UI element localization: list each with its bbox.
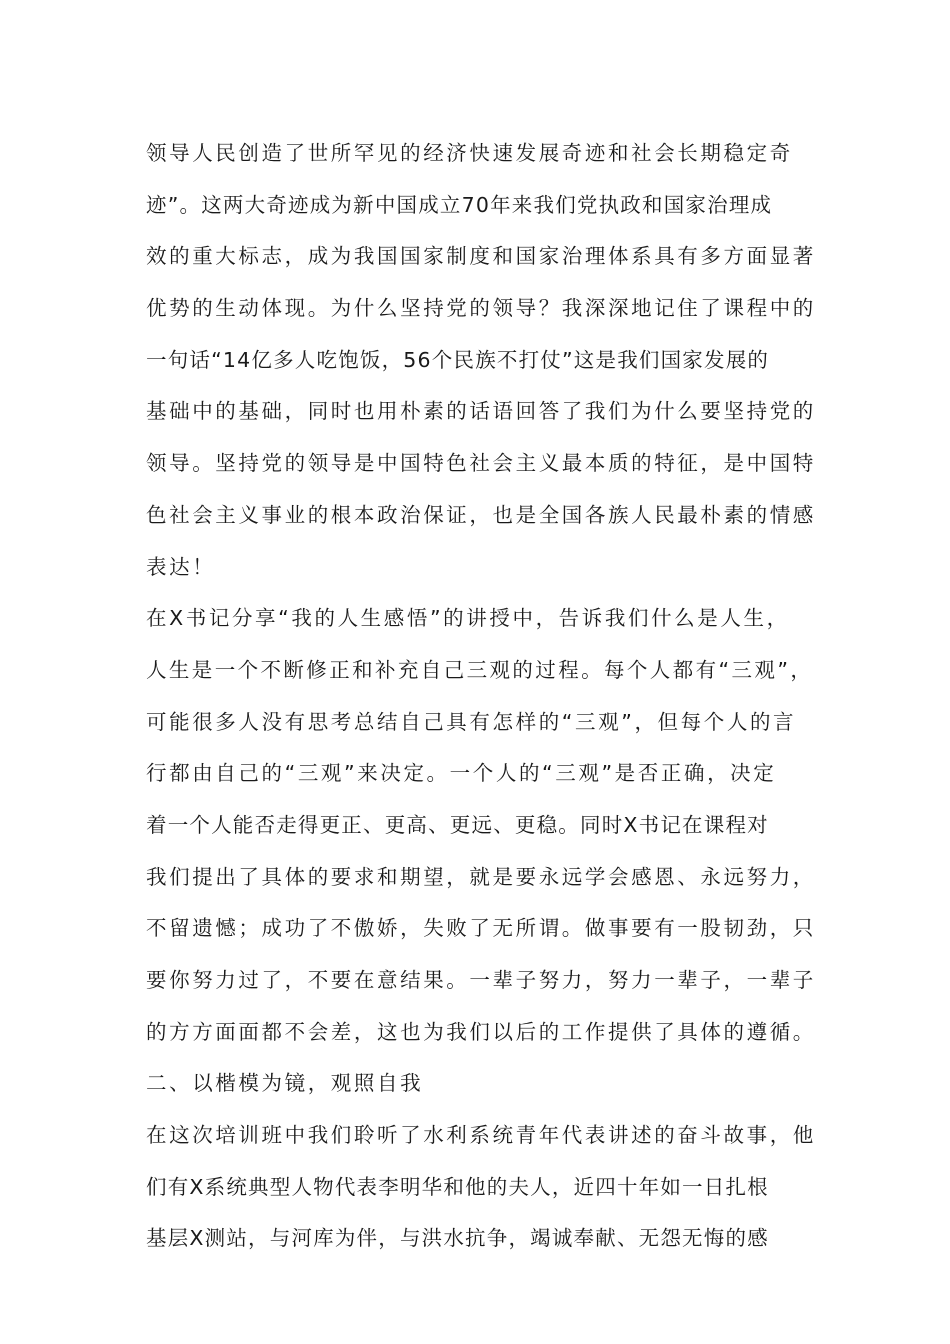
text-line: 迹”。这两大奇迹成为新中国成立70年来我们党执政和国家治理成 [146, 192, 773, 217]
text-line: 可能很多人没有思考总结自己具有怎样的“三观”，但每个人的言 [146, 709, 797, 734]
text-line: 人生是一个不断修正和补充自己三观的过程。每个人都有“三观”， [146, 657, 814, 682]
section-heading: 二、以楷模为镜，观照自我 [146, 1071, 424, 1096]
text-line: 领导人民创造了世所罕见的经济快速发展奇迹和社会长期稳定奇 [146, 141, 793, 165]
text-line: 的方方面面都不会差，这也为我们以后的工作提供了具体的遵循。 [146, 1019, 816, 1044]
text-line: 要你努力过了，不要在意结果。一辈子努力，努力一辈子，一辈子 [146, 968, 816, 992]
text-line: 行都由自己的“三观”来决定。一个人的“三观”是否正确，决定 [146, 761, 777, 786]
text-line: 在X书记分享“我的人生感悟”的讲授中，告诉我们什么是人生， [146, 606, 790, 631]
text-line: 色社会主义事业的根本政治保证，也是全国各族人民最朴素的情感 [146, 502, 816, 527]
text-line: 领导。坚持党的领导是中国特色社会主义最本质的特征，是中国特 [146, 451, 816, 476]
document-body [146, 128, 816, 1265]
text-line: 表达！ [146, 554, 216, 579]
text-line: 效的重大标志，成为我国国家制度和国家治理体系具有多方面显著 [146, 244, 816, 269]
text-line: 基础中的基础，同时也用朴素的话语回答了我们为什么要坚持党的 [146, 399, 816, 424]
text-line: 们有X系统典型人物代表李明华和他的夫人，近四十年如一日扎根 [146, 1174, 769, 1199]
text-line: 优势的生动体现。为什么坚持党的领导？我深深地记住了课程中的 [146, 296, 816, 321]
text-line: 我们提出了具体的要求和期望，就是要永远学会感恩、永远努力， [146, 864, 816, 889]
text-line: 一句话“14亿多人吃饱饭，56个民族不打仗”这是我们国家发展的 [146, 347, 770, 372]
text-line: 着一个人能否走得更正、更高、更远、更稳。同时X书记在课程对 [146, 812, 769, 837]
text-line: 在这次培训班中我们聆听了水利系统青年代表讲述的奋斗故事，他 [146, 1123, 816, 1148]
text-line: 不留遗憾；成功了不傲娇，失败了无所谓。做事要有一股韧劲，只 [146, 916, 816, 941]
text-line: 基层X测站，与河库为伴，与洪水抗争，竭诚奉献、无怨无悔的感 [146, 1226, 769, 1251]
